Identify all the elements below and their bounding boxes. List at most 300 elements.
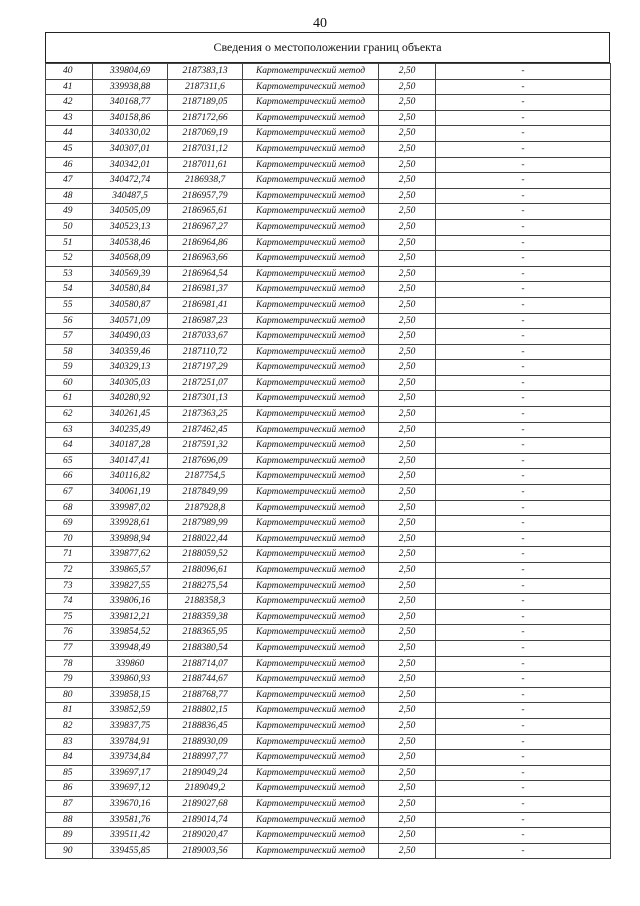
description-cell: - (436, 718, 611, 734)
y-coordinate-cell: 2186963,66 (168, 251, 243, 267)
x-coordinate-cell: 339812,21 (93, 609, 168, 625)
accuracy-cell: 2,50 (379, 656, 436, 672)
description-cell: - (436, 344, 611, 360)
table-row (46, 687, 611, 703)
description-cell: - (436, 687, 611, 703)
point-number-cell: 40 (46, 64, 93, 80)
point-number-cell: 43 (46, 110, 93, 126)
x-coordinate-cell: 340147,41 (93, 453, 168, 469)
x-coordinate-cell: 339697,17 (93, 765, 168, 781)
description-cell: - (436, 391, 611, 407)
point-number-cell: 52 (46, 251, 93, 267)
point-number-cell: 53 (46, 266, 93, 282)
y-coordinate-cell: 2188096,61 (168, 563, 243, 579)
accuracy-cell: 2,50 (379, 594, 436, 610)
table-row (46, 438, 611, 454)
description-cell: - (436, 796, 611, 812)
y-coordinate-cell: 2187069,19 (168, 126, 243, 142)
accuracy-cell: 2,50 (379, 718, 436, 734)
y-coordinate-cell: 2187462,45 (168, 422, 243, 438)
table-row (46, 531, 611, 547)
point-number-cell: 79 (46, 672, 93, 688)
table-row (46, 251, 611, 267)
y-coordinate-cell: 2188365,95 (168, 625, 243, 641)
y-coordinate-cell: 2188836,45 (168, 718, 243, 734)
table-row (46, 64, 611, 80)
table-row (46, 157, 611, 173)
y-coordinate-cell: 2188359,38 (168, 609, 243, 625)
point-number-cell: 57 (46, 329, 93, 345)
table-row (46, 734, 611, 750)
point-number-cell: 67 (46, 485, 93, 501)
accuracy-cell: 2,50 (379, 781, 436, 797)
description-cell: - (436, 126, 611, 142)
x-coordinate-cell: 339938,88 (93, 79, 168, 95)
x-coordinate-cell: 339455,85 (93, 843, 168, 859)
method-cell: Картометрический метод (243, 672, 379, 688)
x-coordinate-cell: 340329,13 (93, 360, 168, 376)
table-row (46, 313, 611, 329)
accuracy-cell: 2,50 (379, 282, 436, 298)
table-row (46, 173, 611, 189)
table-row (46, 110, 611, 126)
method-cell: Картометрический метод (243, 469, 379, 485)
table-row (46, 625, 611, 641)
accuracy-cell: 2,50 (379, 110, 436, 126)
description-cell: - (436, 531, 611, 547)
method-cell: Картометрический метод (243, 282, 379, 298)
description-cell: - (436, 188, 611, 204)
y-coordinate-cell: 2188358,3 (168, 594, 243, 610)
table-row (46, 609, 611, 625)
x-coordinate-cell: 340342,01 (93, 157, 168, 173)
accuracy-cell: 2,50 (379, 95, 436, 111)
table-row (46, 843, 611, 859)
y-coordinate-cell: 2187251,07 (168, 375, 243, 391)
point-number-cell: 77 (46, 640, 93, 656)
point-number-cell: 54 (46, 282, 93, 298)
method-cell: Картометрический метод (243, 796, 379, 812)
table-row (46, 750, 611, 766)
x-coordinate-cell: 339854,52 (93, 625, 168, 641)
accuracy-cell: 2,50 (379, 640, 436, 656)
x-coordinate-cell: 339948,49 (93, 640, 168, 656)
accuracy-cell: 2,50 (379, 188, 436, 204)
x-coordinate-cell: 339734,84 (93, 750, 168, 766)
x-coordinate-cell: 340538,46 (93, 235, 168, 251)
table-row (46, 703, 611, 719)
table-header-title: Сведения о местоположении границ объекта (45, 32, 610, 63)
point-number-cell: 78 (46, 656, 93, 672)
point-number-cell: 55 (46, 297, 93, 313)
accuracy-cell: 2,50 (379, 843, 436, 859)
method-cell: Картометрический метод (243, 235, 379, 251)
point-number-cell: 63 (46, 422, 93, 438)
point-number-cell: 59 (46, 360, 93, 376)
method-cell: Картометрический метод (243, 313, 379, 329)
point-number-cell: 70 (46, 531, 93, 547)
x-coordinate-cell: 340116,82 (93, 469, 168, 485)
x-coordinate-cell: 340580,87 (93, 297, 168, 313)
y-coordinate-cell: 2187033,67 (168, 329, 243, 345)
y-coordinate-cell: 2187110,72 (168, 344, 243, 360)
description-cell: - (436, 422, 611, 438)
accuracy-cell: 2,50 (379, 750, 436, 766)
point-number-cell: 88 (46, 812, 93, 828)
description-cell: - (436, 173, 611, 189)
description-cell: - (436, 219, 611, 235)
table-row (46, 656, 611, 672)
table-row (46, 672, 611, 688)
description-cell: - (436, 640, 611, 656)
y-coordinate-cell: 2186964,54 (168, 266, 243, 282)
description-cell: - (436, 251, 611, 267)
page-number: 40 (313, 16, 327, 31)
accuracy-cell: 2,50 (379, 563, 436, 579)
y-coordinate-cell: 2186938,7 (168, 173, 243, 189)
method-cell: Картометрический метод (243, 843, 379, 859)
table-row (46, 360, 611, 376)
method-cell: Картометрический метод (243, 750, 379, 766)
point-number-cell: 74 (46, 594, 93, 610)
method-cell: Картометрический метод (243, 734, 379, 750)
table-row (46, 812, 611, 828)
table-row (46, 547, 611, 563)
table-row (46, 640, 611, 656)
x-coordinate-cell: 339581,76 (93, 812, 168, 828)
table-row (46, 266, 611, 282)
table-row (46, 718, 611, 734)
boundary-coordinates-document (45, 32, 610, 859)
accuracy-cell: 2,50 (379, 812, 436, 828)
y-coordinate-cell: 2186964,86 (168, 235, 243, 251)
point-number-cell: 64 (46, 438, 93, 454)
point-number-cell: 44 (46, 126, 93, 142)
method-cell: Картометрический метод (243, 781, 379, 797)
method-cell: Картометрический метод (243, 828, 379, 844)
point-number-cell: 86 (46, 781, 93, 797)
method-cell: Картометрический метод (243, 204, 379, 220)
y-coordinate-cell: 2188768,77 (168, 687, 243, 703)
description-cell: - (436, 656, 611, 672)
method-cell: Картометрический метод (243, 516, 379, 532)
description-cell: - (436, 609, 611, 625)
accuracy-cell: 2,50 (379, 173, 436, 189)
x-coordinate-cell: 340472,74 (93, 173, 168, 189)
accuracy-cell: 2,50 (379, 609, 436, 625)
method-cell: Картометрический метод (243, 344, 379, 360)
x-coordinate-cell: 339852,59 (93, 703, 168, 719)
description-cell: - (436, 141, 611, 157)
table-row (46, 391, 611, 407)
method-cell: Картометрический метод (243, 79, 379, 95)
y-coordinate-cell: 2186957,79 (168, 188, 243, 204)
description-cell: - (436, 64, 611, 80)
y-coordinate-cell: 2189027,68 (168, 796, 243, 812)
accuracy-cell: 2,50 (379, 547, 436, 563)
description-cell: - (436, 407, 611, 423)
table-row (46, 578, 611, 594)
point-number-cell: 42 (46, 95, 93, 111)
description-cell: - (436, 516, 611, 532)
method-cell: Картометрический метод (243, 360, 379, 376)
method-cell: Картометрический метод (243, 173, 379, 189)
point-number-cell: 50 (46, 219, 93, 235)
point-number-cell: 47 (46, 173, 93, 189)
coordinates-table (45, 63, 611, 859)
y-coordinate-cell: 2189003,56 (168, 843, 243, 859)
table-row (46, 516, 611, 532)
accuracy-cell: 2,50 (379, 375, 436, 391)
x-coordinate-cell: 340330,02 (93, 126, 168, 142)
x-coordinate-cell: 340061,19 (93, 485, 168, 501)
y-coordinate-cell: 2188930,09 (168, 734, 243, 750)
x-coordinate-cell: 340261,45 (93, 407, 168, 423)
method-cell: Картометрический метод (243, 188, 379, 204)
description-cell: - (436, 812, 611, 828)
accuracy-cell: 2,50 (379, 672, 436, 688)
y-coordinate-cell: 2189049,2 (168, 781, 243, 797)
y-coordinate-cell: 2186981,41 (168, 297, 243, 313)
description-cell: - (436, 110, 611, 126)
x-coordinate-cell: 339511,42 (93, 828, 168, 844)
description-cell: - (436, 157, 611, 173)
description-cell: - (436, 594, 611, 610)
y-coordinate-cell: 2188059,52 (168, 547, 243, 563)
x-coordinate-cell: 339697,12 (93, 781, 168, 797)
description-cell: - (436, 625, 611, 641)
description-cell: - (436, 204, 611, 220)
accuracy-cell: 2,50 (379, 734, 436, 750)
table-row (46, 95, 611, 111)
method-cell: Картометрический метод (243, 219, 379, 235)
accuracy-cell: 2,50 (379, 329, 436, 345)
point-number-cell: 56 (46, 313, 93, 329)
method-cell: Картометрический метод (243, 126, 379, 142)
description-cell: - (436, 282, 611, 298)
accuracy-cell: 2,50 (379, 796, 436, 812)
table-row (46, 219, 611, 235)
table-row (46, 594, 611, 610)
method-cell: Картометрический метод (243, 110, 379, 126)
x-coordinate-cell: 339858,15 (93, 687, 168, 703)
y-coordinate-cell: 2187301,13 (168, 391, 243, 407)
point-number-cell: 62 (46, 407, 93, 423)
y-coordinate-cell: 2189020,47 (168, 828, 243, 844)
accuracy-cell: 2,50 (379, 578, 436, 594)
y-coordinate-cell: 2189014,74 (168, 812, 243, 828)
point-number-cell: 60 (46, 375, 93, 391)
table-row (46, 329, 611, 345)
y-coordinate-cell: 2187849,99 (168, 485, 243, 501)
point-number-cell: 90 (46, 843, 93, 859)
point-number-cell: 65 (46, 453, 93, 469)
y-coordinate-cell: 2187189,05 (168, 95, 243, 111)
method-cell: Картометрический метод (243, 656, 379, 672)
y-coordinate-cell: 2187311,6 (168, 79, 243, 95)
accuracy-cell: 2,50 (379, 219, 436, 235)
y-coordinate-cell: 2187197,29 (168, 360, 243, 376)
accuracy-cell: 2,50 (379, 360, 436, 376)
method-cell: Картометрический метод (243, 391, 379, 407)
x-coordinate-cell: 340568,09 (93, 251, 168, 267)
point-number-cell: 75 (46, 609, 93, 625)
description-cell: - (436, 485, 611, 501)
accuracy-cell: 2,50 (379, 469, 436, 485)
description-cell: - (436, 313, 611, 329)
description-cell: - (436, 672, 611, 688)
x-coordinate-cell: 340487,5 (93, 188, 168, 204)
accuracy-cell: 2,50 (379, 407, 436, 423)
accuracy-cell: 2,50 (379, 828, 436, 844)
method-cell: Картометрический метод (243, 531, 379, 547)
x-coordinate-cell: 340280,92 (93, 391, 168, 407)
accuracy-cell: 2,50 (379, 157, 436, 173)
coordinates-table-body (46, 64, 611, 859)
method-cell: Картометрический метод (243, 453, 379, 469)
point-number-cell: 89 (46, 828, 93, 844)
point-number-cell: 81 (46, 703, 93, 719)
table-row (46, 204, 611, 220)
y-coordinate-cell: 2187172,66 (168, 110, 243, 126)
y-coordinate-cell: 2186965,61 (168, 204, 243, 220)
description-cell: - (436, 765, 611, 781)
x-coordinate-cell: 339827,55 (93, 578, 168, 594)
accuracy-cell: 2,50 (379, 765, 436, 781)
y-coordinate-cell: 2187696,09 (168, 453, 243, 469)
point-number-cell: 58 (46, 344, 93, 360)
x-coordinate-cell: 339806,16 (93, 594, 168, 610)
accuracy-cell: 2,50 (379, 485, 436, 501)
method-cell: Картометрический метод (243, 594, 379, 610)
x-coordinate-cell: 339877,62 (93, 547, 168, 563)
y-coordinate-cell: 2188997,77 (168, 750, 243, 766)
accuracy-cell: 2,50 (379, 297, 436, 313)
accuracy-cell: 2,50 (379, 344, 436, 360)
table-row (46, 796, 611, 812)
table-row (46, 469, 611, 485)
y-coordinate-cell: 2188380,54 (168, 640, 243, 656)
point-number-cell: 85 (46, 765, 93, 781)
accuracy-cell: 2,50 (379, 391, 436, 407)
point-number-cell: 51 (46, 235, 93, 251)
accuracy-cell: 2,50 (379, 235, 436, 251)
point-number-cell: 84 (46, 750, 93, 766)
description-cell: - (436, 750, 611, 766)
table-row (46, 188, 611, 204)
x-coordinate-cell: 340305,03 (93, 375, 168, 391)
table-row (46, 282, 611, 298)
table-row (46, 485, 611, 501)
method-cell: Картометрический метод (243, 500, 379, 516)
x-coordinate-cell: 340158,86 (93, 110, 168, 126)
y-coordinate-cell: 2188714,07 (168, 656, 243, 672)
point-number-cell: 68 (46, 500, 93, 516)
point-number-cell: 82 (46, 718, 93, 734)
point-number-cell: 49 (46, 204, 93, 220)
x-coordinate-cell: 340187,28 (93, 438, 168, 454)
method-cell: Картометрический метод (243, 703, 379, 719)
point-number-cell: 87 (46, 796, 93, 812)
table-row (46, 235, 611, 251)
x-coordinate-cell: 339860 (93, 656, 168, 672)
method-cell: Картометрический метод (243, 625, 379, 641)
accuracy-cell: 2,50 (379, 625, 436, 641)
accuracy-cell: 2,50 (379, 251, 436, 267)
x-coordinate-cell: 340571,09 (93, 313, 168, 329)
description-cell: - (436, 329, 611, 345)
accuracy-cell: 2,50 (379, 531, 436, 547)
accuracy-cell: 2,50 (379, 313, 436, 329)
accuracy-cell: 2,50 (379, 64, 436, 80)
method-cell: Картометрический метод (243, 266, 379, 282)
table-row (46, 407, 611, 423)
accuracy-cell: 2,50 (379, 422, 436, 438)
table-row (46, 141, 611, 157)
accuracy-cell: 2,50 (379, 266, 436, 282)
table-row (46, 453, 611, 469)
method-cell: Картометрический метод (243, 407, 379, 423)
x-coordinate-cell: 340168,77 (93, 95, 168, 111)
table-row (46, 422, 611, 438)
description-cell: - (436, 500, 611, 516)
y-coordinate-cell: 2186967,27 (168, 219, 243, 235)
description-cell: - (436, 438, 611, 454)
accuracy-cell: 2,50 (379, 500, 436, 516)
table-row (46, 828, 611, 844)
table-row (46, 781, 611, 797)
x-coordinate-cell: 339784,91 (93, 734, 168, 750)
point-number-cell: 48 (46, 188, 93, 204)
x-coordinate-cell: 339987,02 (93, 500, 168, 516)
point-number-cell: 80 (46, 687, 93, 703)
accuracy-cell: 2,50 (379, 79, 436, 95)
point-number-cell: 72 (46, 563, 93, 579)
method-cell: Картометрический метод (243, 687, 379, 703)
accuracy-cell: 2,50 (379, 204, 436, 220)
x-coordinate-cell: 340505,09 (93, 204, 168, 220)
y-coordinate-cell: 2187754,5 (168, 469, 243, 485)
method-cell: Картометрический метод (243, 422, 379, 438)
method-cell: Картометрический метод (243, 157, 379, 173)
description-cell: - (436, 453, 611, 469)
point-number-cell: 46 (46, 157, 93, 173)
table-row (46, 765, 611, 781)
description-cell: - (436, 469, 611, 485)
x-coordinate-cell: 339670,16 (93, 796, 168, 812)
accuracy-cell: 2,50 (379, 687, 436, 703)
description-cell: - (436, 828, 611, 844)
y-coordinate-cell: 2188022,44 (168, 531, 243, 547)
table-row (46, 297, 611, 313)
y-coordinate-cell: 2188275,54 (168, 578, 243, 594)
method-cell: Картометрический метод (243, 438, 379, 454)
description-cell: - (436, 297, 611, 313)
x-coordinate-cell: 339898,94 (93, 531, 168, 547)
method-cell: Картометрический метод (243, 141, 379, 157)
description-cell: - (436, 781, 611, 797)
description-cell: - (436, 734, 611, 750)
y-coordinate-cell: 2188802,15 (168, 703, 243, 719)
accuracy-cell: 2,50 (379, 453, 436, 469)
description-cell: - (436, 843, 611, 859)
method-cell: Картометрический метод (243, 485, 379, 501)
method-cell: Картометрический метод (243, 765, 379, 781)
y-coordinate-cell: 2187383,13 (168, 64, 243, 80)
x-coordinate-cell: 340490,03 (93, 329, 168, 345)
method-cell: Картометрический метод (243, 563, 379, 579)
x-coordinate-cell: 339860,93 (93, 672, 168, 688)
